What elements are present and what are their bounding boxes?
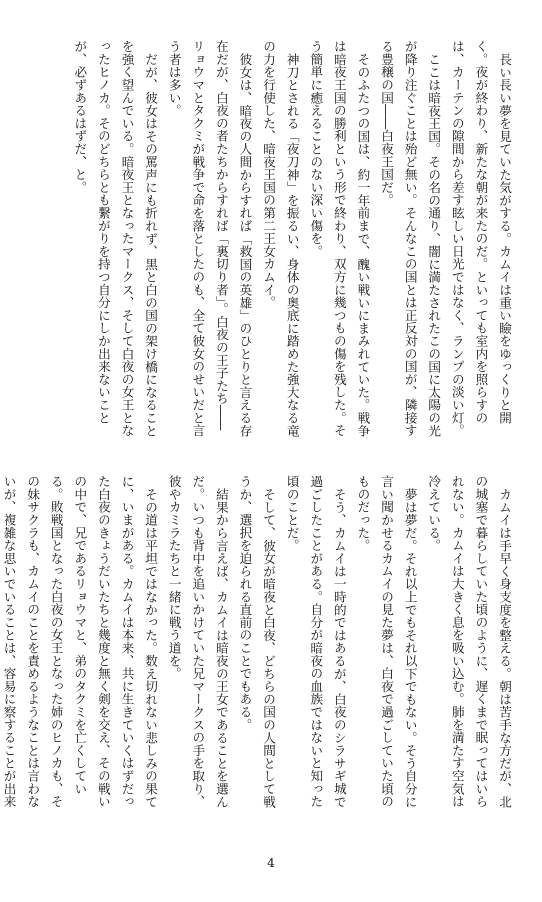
paragraph: その道は平坦ではなかった。数え切れない悲しみの果てに、いまがある。カムイは本来、共に生きていくはずだった白夜のきょうだいたちと幾度と無く剣を交え、その戦いの中で、兄であるリョウマと、弟のタクミを亡くしている。敗戦国となった白夜の女王となった姉のヒノカも、その妹サクラも、カムイのことを責めるようなことは言わないが、複雑な思いでいることは、容易に察することが出来: [1, 475, 159, 808]
paragraph: そう、カムイは一時的ではあるが、白夜のシラサギ城で過ごしたことがある。自分が暗夜の血族ではないと知った頃のことだ。: [284, 475, 347, 808]
upper-text-block: [26, 40, 516, 440]
paragraph: カムイは手早く身支度を整える。朝は苦手な方だが、北の城塞で暮らしていた頃のように、遅くまで眠ってはいられない。カムイは大きく息を吸い込む。肺を満たす空気は冷えている。: [426, 475, 512, 808]
paragraph: ここは暗夜王国。その名の通り、闇に満たされたこの国に太陽の光が降り注ぐことは殆ど無い。そんなこの国とは正反対の国が、隣接する豊穣の国――白夜王国だ。: [379, 40, 442, 437]
paragraph: 神刀とされる「夜刀神」を振るい、身体の奥底に踏めた強大なる竜の力を行使した、暗夜王国の第二王女カムイ。: [261, 40, 300, 437]
paragraph: 結果から言えば、カムイは暗夜の王女であることを選んだ。いつも背中を追いかけていた兄マークスの手を取り、彼やカミラたちと一緒に戦う道を。: [166, 475, 229, 808]
paragraph: 夢は夢だ。それ以上でもそれ以下でもない。そう自分に言い聞かせるカムイの見た夢は、白夜で過ごしていた頃のものだった。: [355, 475, 418, 808]
page-number: 4: [267, 856, 275, 870]
paragraph: だが、彼女はその罵声にも折れず、黒と白の国の架け橋になることを強く望んでいる。暗夜王となったマークス、そして白夜の女王となったヒノカ。そのどちらとも繋がりを持つ自分にしか出来ないことが、必ずあるはずだ、と。: [72, 40, 159, 437]
lower-text-block: [1, 475, 516, 815]
paragraph: そのふたつの国は、約一年前まで、醜い戦いにまみれていた。戦争は暗夜王国の勝利という形で終わり、双方に幾つもの傷を残した。そう簡単に癒えることのない深い傷を。: [308, 40, 371, 437]
paragraph: 彼女は、暗夜の人間からすれば「救国の英雄」のひとりと言える存在だが、白夜の者たちからすれば「裏切り者」。白夜の王子たち――リョウマとタクミが戦争で命を落としたのも、全て彼女のせいだと言う者は多い。: [166, 40, 253, 437]
paragraph: そして、彼女が暗夜と白夜、どちらの国の人間として戦うか、選択を迫られる直前のことでもある。: [237, 475, 277, 808]
paragraph: 長い長い夢を見ていた気がする。カムイは重い瞼をゆっくりと開く。夜が終わり、新たな朝が来たのだ。といっても室内を照らすのは、カーテンの隙間から差す眩しい日光ではなく、ランプの淡い灯。: [449, 40, 512, 437]
